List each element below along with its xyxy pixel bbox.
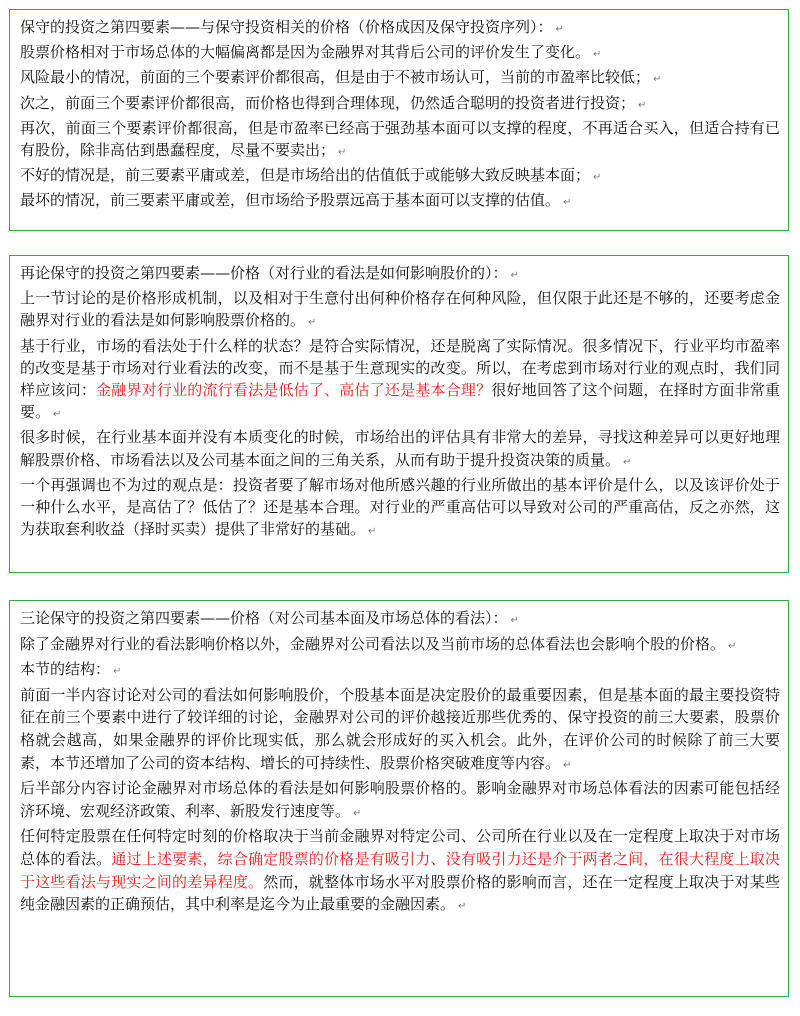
paragraph-mark-icon: ↵ <box>308 317 317 329</box>
body-text: 除了金融界对行业的看法影响价格以外，金融界对公司看法以及当前市场的总体看法也会影响个股的价格。 <box>20 634 726 653</box>
paragraph-mark-icon: ↵ <box>368 526 377 538</box>
body-text: 股票价格相对于市场总体的大幅偏离都是因为金融界对其背后公司的评价发生了变化。 <box>20 43 591 62</box>
body-text: 上一节讨论的是价格形成机制，以及相对于生意付出何种价格存在何种风险，但仅限于此还是不够的，还要考虑金融界对行业的看法是如何影响股票价格的。 <box>20 289 780 330</box>
body-text: 很好地回答了这个问题，在择时方面非常重要。 <box>20 381 780 422</box>
body-text: 基于行业，市场的看法处于什么样的状态？是符合实际情况，还是脱离了实际情况。很多情况下，行业平均市盈率的改变是基于市场对行业看法的改变，而不是基于生意现实的改变。所以，在考虑到市场对行业的观点时，我们同样应该问： <box>20 336 780 400</box>
body-text: 后半部分内容讨论金融界对市场总体的看法是如何影响股票价格的。影响金融界对市场总体看法的因素可能包括经济环境、宏观经济政策、利率、新股发行速度等。 <box>20 779 780 820</box>
paragraph-mark-icon: ↵ <box>653 74 662 86</box>
section2-paragraph-1 <box>20 287 780 334</box>
section3-paragraph-5 <box>20 825 780 918</box>
section1-paragraph-6 <box>20 189 780 214</box>
section-box-2 <box>9 255 789 573</box>
section1-paragraph-5 <box>20 164 780 189</box>
section3-paragraph-2 <box>20 658 780 684</box>
section2-paragraph-2 <box>20 335 780 427</box>
paragraph-mark-icon: ↵ <box>563 197 572 209</box>
section2-paragraph-4 <box>20 474 780 544</box>
section1-paragraph-2 <box>20 66 780 91</box>
body-text: 任何特定股票在任何特定时刻的价格取决于当前金融界对特定公司、公司所在行业以及在一定程度上取决于对市场总体的看法。 <box>20 827 780 868</box>
body-text: 不好的情况是，前三要素平庸或差，但是市场给出的估值低于或能够大致反映基本面； <box>20 166 591 185</box>
paragraph-mark-icon: ↵ <box>113 666 122 678</box>
section3-paragraph-4 <box>20 777 780 825</box>
paragraph-mark-icon: ↵ <box>593 172 602 184</box>
section-box-1 <box>9 9 789 231</box>
body-text: 最坏的情况，前三要素平庸或差，但市场给予股票远高于基本面可以支撑的估值。 <box>20 191 561 210</box>
highlighted-text: 金融界对行业的流行看法是低估了、高估了还是基本合理？ <box>96 381 492 400</box>
paragraph-mark-icon: ↵ <box>53 409 62 421</box>
body-text: 然而，就整体市场水平对股票价格的影响而言，还在一定程度上取决于对某些纯金融因素的正确预估，其中利率是迄今为止最重要的金融因素。 <box>20 872 780 914</box>
paragraph-mark-icon: ↵ <box>593 49 602 61</box>
section2-paragraph-0 <box>20 262 780 287</box>
section1-paragraph-4 <box>20 117 780 164</box>
section-box-3 <box>9 600 789 997</box>
section2-paragraph-3 <box>20 426 780 473</box>
paragraph-mark-icon: ↵ <box>563 759 572 771</box>
body-text: 保守的投资之第四要素——与保守投资相关的价格（价格成因及保守投资序列）： <box>20 18 553 36</box>
section3-paragraph-3 <box>20 684 780 777</box>
paragraph-mark-icon: ↵ <box>510 270 519 281</box>
paragraph-mark-icon: ↵ <box>458 901 467 913</box>
body-text: 再论保守的投资之第四要素——价格（对行业的看法是如何影响股价的）： <box>20 264 508 282</box>
body-text: 次之，前面三个要素评价都很高，而价格也得到合理体现，仍然适合聪明的投资者进行投资； <box>20 93 636 112</box>
highlighted-text: 通过上述要素，综合确定股票的价格是有吸引力、没有吸引力还是介于两者之间，在很大程度上取决于这些看法与现实之间的差异程度。 <box>20 849 780 891</box>
body-text: 前面一半内容讨论对公司的看法如何影响股价，个股基本面是决定股价的最重要因素，但是基本面的最主要投资特征在前三个要素中进行了较详细的讨论，金融界对公司的评价越接近那些优秀的、保守投资的前三大要素，股票价格就会越高，如果金融界的评价比现实低，那么就会形成好的买入机会。此外，在评价公司的时候除了前三大要素，本节还增加了公司的资本结构、增长的可持续性、股票价格突破难度等内容。 <box>20 685 780 772</box>
body-text: 再次，前面三个要素评价都很高，但是市盈率已经高于强劲基本面可以支撑的程度，不再适合买入，但适合持有已有股份，除非高估到愚蠢程度，尽量不要卖出； <box>20 118 780 160</box>
section1-paragraph-0 <box>20 16 780 41</box>
paragraph-mark-icon: ↵ <box>353 807 362 819</box>
paragraph-mark-icon: ↵ <box>555 24 564 35</box>
paragraph-mark-icon: ↵ <box>623 456 632 468</box>
paragraph-mark-icon: ↵ <box>510 615 519 626</box>
section3-paragraph-0 <box>20 607 780 633</box>
paragraph-mark-icon: ↵ <box>728 640 737 652</box>
body-text: 风险最小的情况，前面的三个要素评价都很高，但是由于不被市场认可，当前的市盈率比较低； <box>20 68 651 87</box>
body-text: 本节的结构： <box>20 660 111 679</box>
paragraph-mark-icon: ↵ <box>638 99 647 111</box>
section1-paragraph-3 <box>20 92 780 117</box>
section1-paragraph-1 <box>20 41 780 66</box>
paragraph-mark-icon: ↵ <box>338 147 347 159</box>
body-text: 很多时候，在行业基本面并没有本质变化的时候，市场给出的评估具有非常大的差异，寻找这种差异可以更好地理解股票价格、市场看法以及公司基本面之间的三角关系，从而有助于提升投资决策的质量。 <box>20 428 780 469</box>
section3-paragraph-1 <box>20 633 780 659</box>
body-text: 三论保守的投资之第四要素——价格（对公司基本面及市场总体的看法）： <box>20 609 508 627</box>
body-text: 一个再强调也不为过的观点是：投资者要了解市场对他所感兴趣的行业所做出的基本评价是什么，以及该评价处于一种什么水平，是高估了？低估了？还是基本合理。对行业的严重高估可以导致对公司的严重高估，反之亦然，这为获取套利收益（择时买卖）提供了非常好的基础。 <box>20 475 780 539</box>
